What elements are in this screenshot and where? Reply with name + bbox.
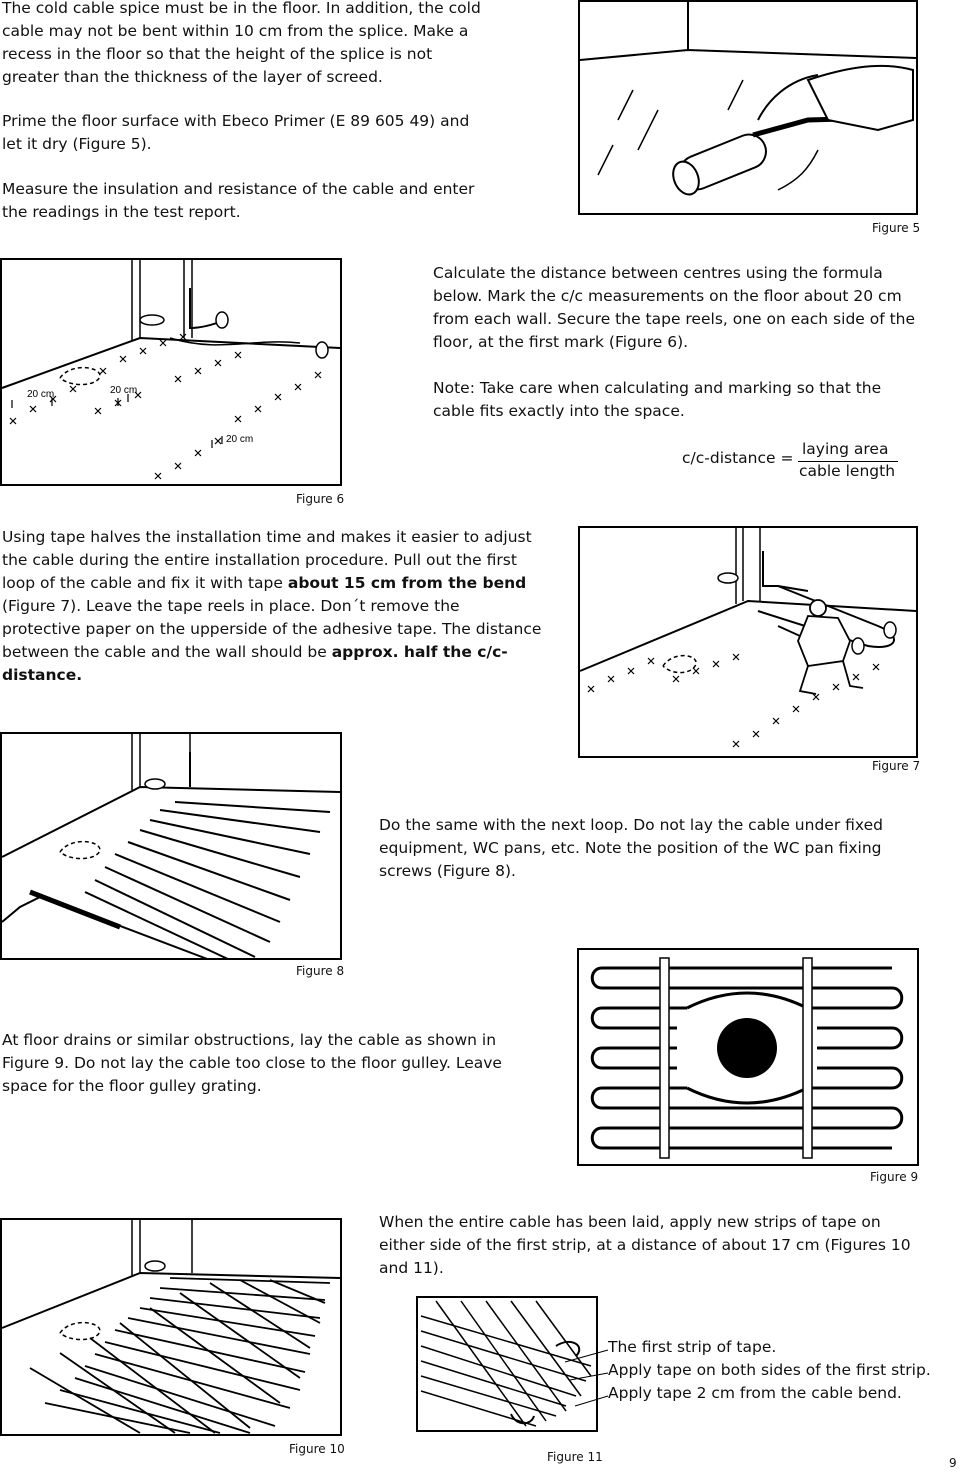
floor-drain-icon: [717, 1018, 777, 1078]
label-20cm-c: 20 cm: [226, 434, 254, 445]
figure-9: [577, 948, 919, 1166]
paragraph-measure: Measure the insulation and resistance of the cable and enter the readings in the test report.: [2, 180, 475, 221]
note-both-sides: Apply tape on both sides of the first strip.: [608, 1361, 931, 1379]
figure-8: [0, 732, 342, 960]
paragraph-prime-floor: Prime the floor surface with Ebeco Primer (E 89 605 49) and let it dry (Figure 5).: [2, 112, 470, 153]
paragraph-floor-drains: At floor drains or similar obstructions, lay the cable as shown in Figure 9. Do not lay the cable too close to the floor gulley. Leave space for the floor gulley grating.: [2, 1031, 502, 1095]
note-2cm: Apply tape 2 cm from the cable bend.: [608, 1384, 902, 1402]
paragraph-next-loop: Do the same with the next loop. Do not lay the cable under fixed equipment, WC pans, etc. Note the position of the WC pan fixing screws (Figure 8).: [379, 816, 883, 880]
label-20cm-b: 20 cm: [110, 385, 138, 396]
paragraph-cold-cable: The cold cable spice must be in the floor. In addition, the cold cable may not be bent within 10 cm from the splice. Make a recess in the floor so that the height of the splice is not greater than the thickness of the layer of screed.: [2, 0, 481, 86]
figure-5: [578, 0, 918, 215]
page-number: 9: [949, 1456, 957, 1470]
figure-8-caption: Figure 8: [296, 964, 345, 978]
p6-text-a: Using tape halves the installation time and makes it easier to adjust the cable during the entire installation procedure. Pull out the first loop of the cable and fix it with tape: [2, 528, 532, 592]
paragraph-entire-cable: When the entire cable has been laid, apply new strips of tape on either side of the first strip, at a distance of about 17 cm (Figures 10 and 11).: [379, 1213, 911, 1277]
paragraph-calculate: Calculate the distance between centres using the formula below. Mark the c/c measurements on the floor about 20 cm from each wall. Secure the tape reels, one on each side of the floor, at the first mark (Figure 6).: [433, 264, 916, 351]
figure-11-notes: [608, 1336, 931, 1405]
figure-10: [0, 1218, 342, 1436]
paragraph-using-tape: [2, 526, 542, 687]
label-20cm-a: 20 cm: [27, 389, 55, 400]
formula-denominator: cable length: [799, 462, 896, 480]
figure-7-caption: Figure 7: [872, 759, 921, 773]
formula-lhs: c/c-distance =: [682, 449, 794, 467]
paragraph-note: Note: Take care when calculating and marking so that the cable fits exactly into the space.: [433, 379, 882, 420]
note-pointer-lines: [560, 1340, 610, 1420]
formula-numerator: laying area: [802, 440, 889, 458]
p6-text-c: (Figure 7). Leave the tape reels in place. Don´t remove the protective paper on the upperside of the adhesive tape. The distance between the cable and the wall should be: [2, 597, 542, 661]
p6-bold-b: about 15 cm from the bend: [287, 574, 527, 592]
figure-11-caption: Figure 11: [547, 1450, 603, 1464]
note-first-strip: The first strip of tape.: [608, 1338, 777, 1356]
figure-7: [578, 526, 918, 758]
p6-bold-d: approx. half the c/c-distance.: [2, 643, 508, 684]
figure-5-caption: Figure 5: [872, 221, 921, 235]
figure-9-caption: Figure 9: [870, 1170, 919, 1184]
figure-6: [0, 258, 342, 486]
figure-10-caption: Figure 10: [289, 1442, 345, 1456]
figure-6-caption: Figure 6: [296, 492, 345, 506]
